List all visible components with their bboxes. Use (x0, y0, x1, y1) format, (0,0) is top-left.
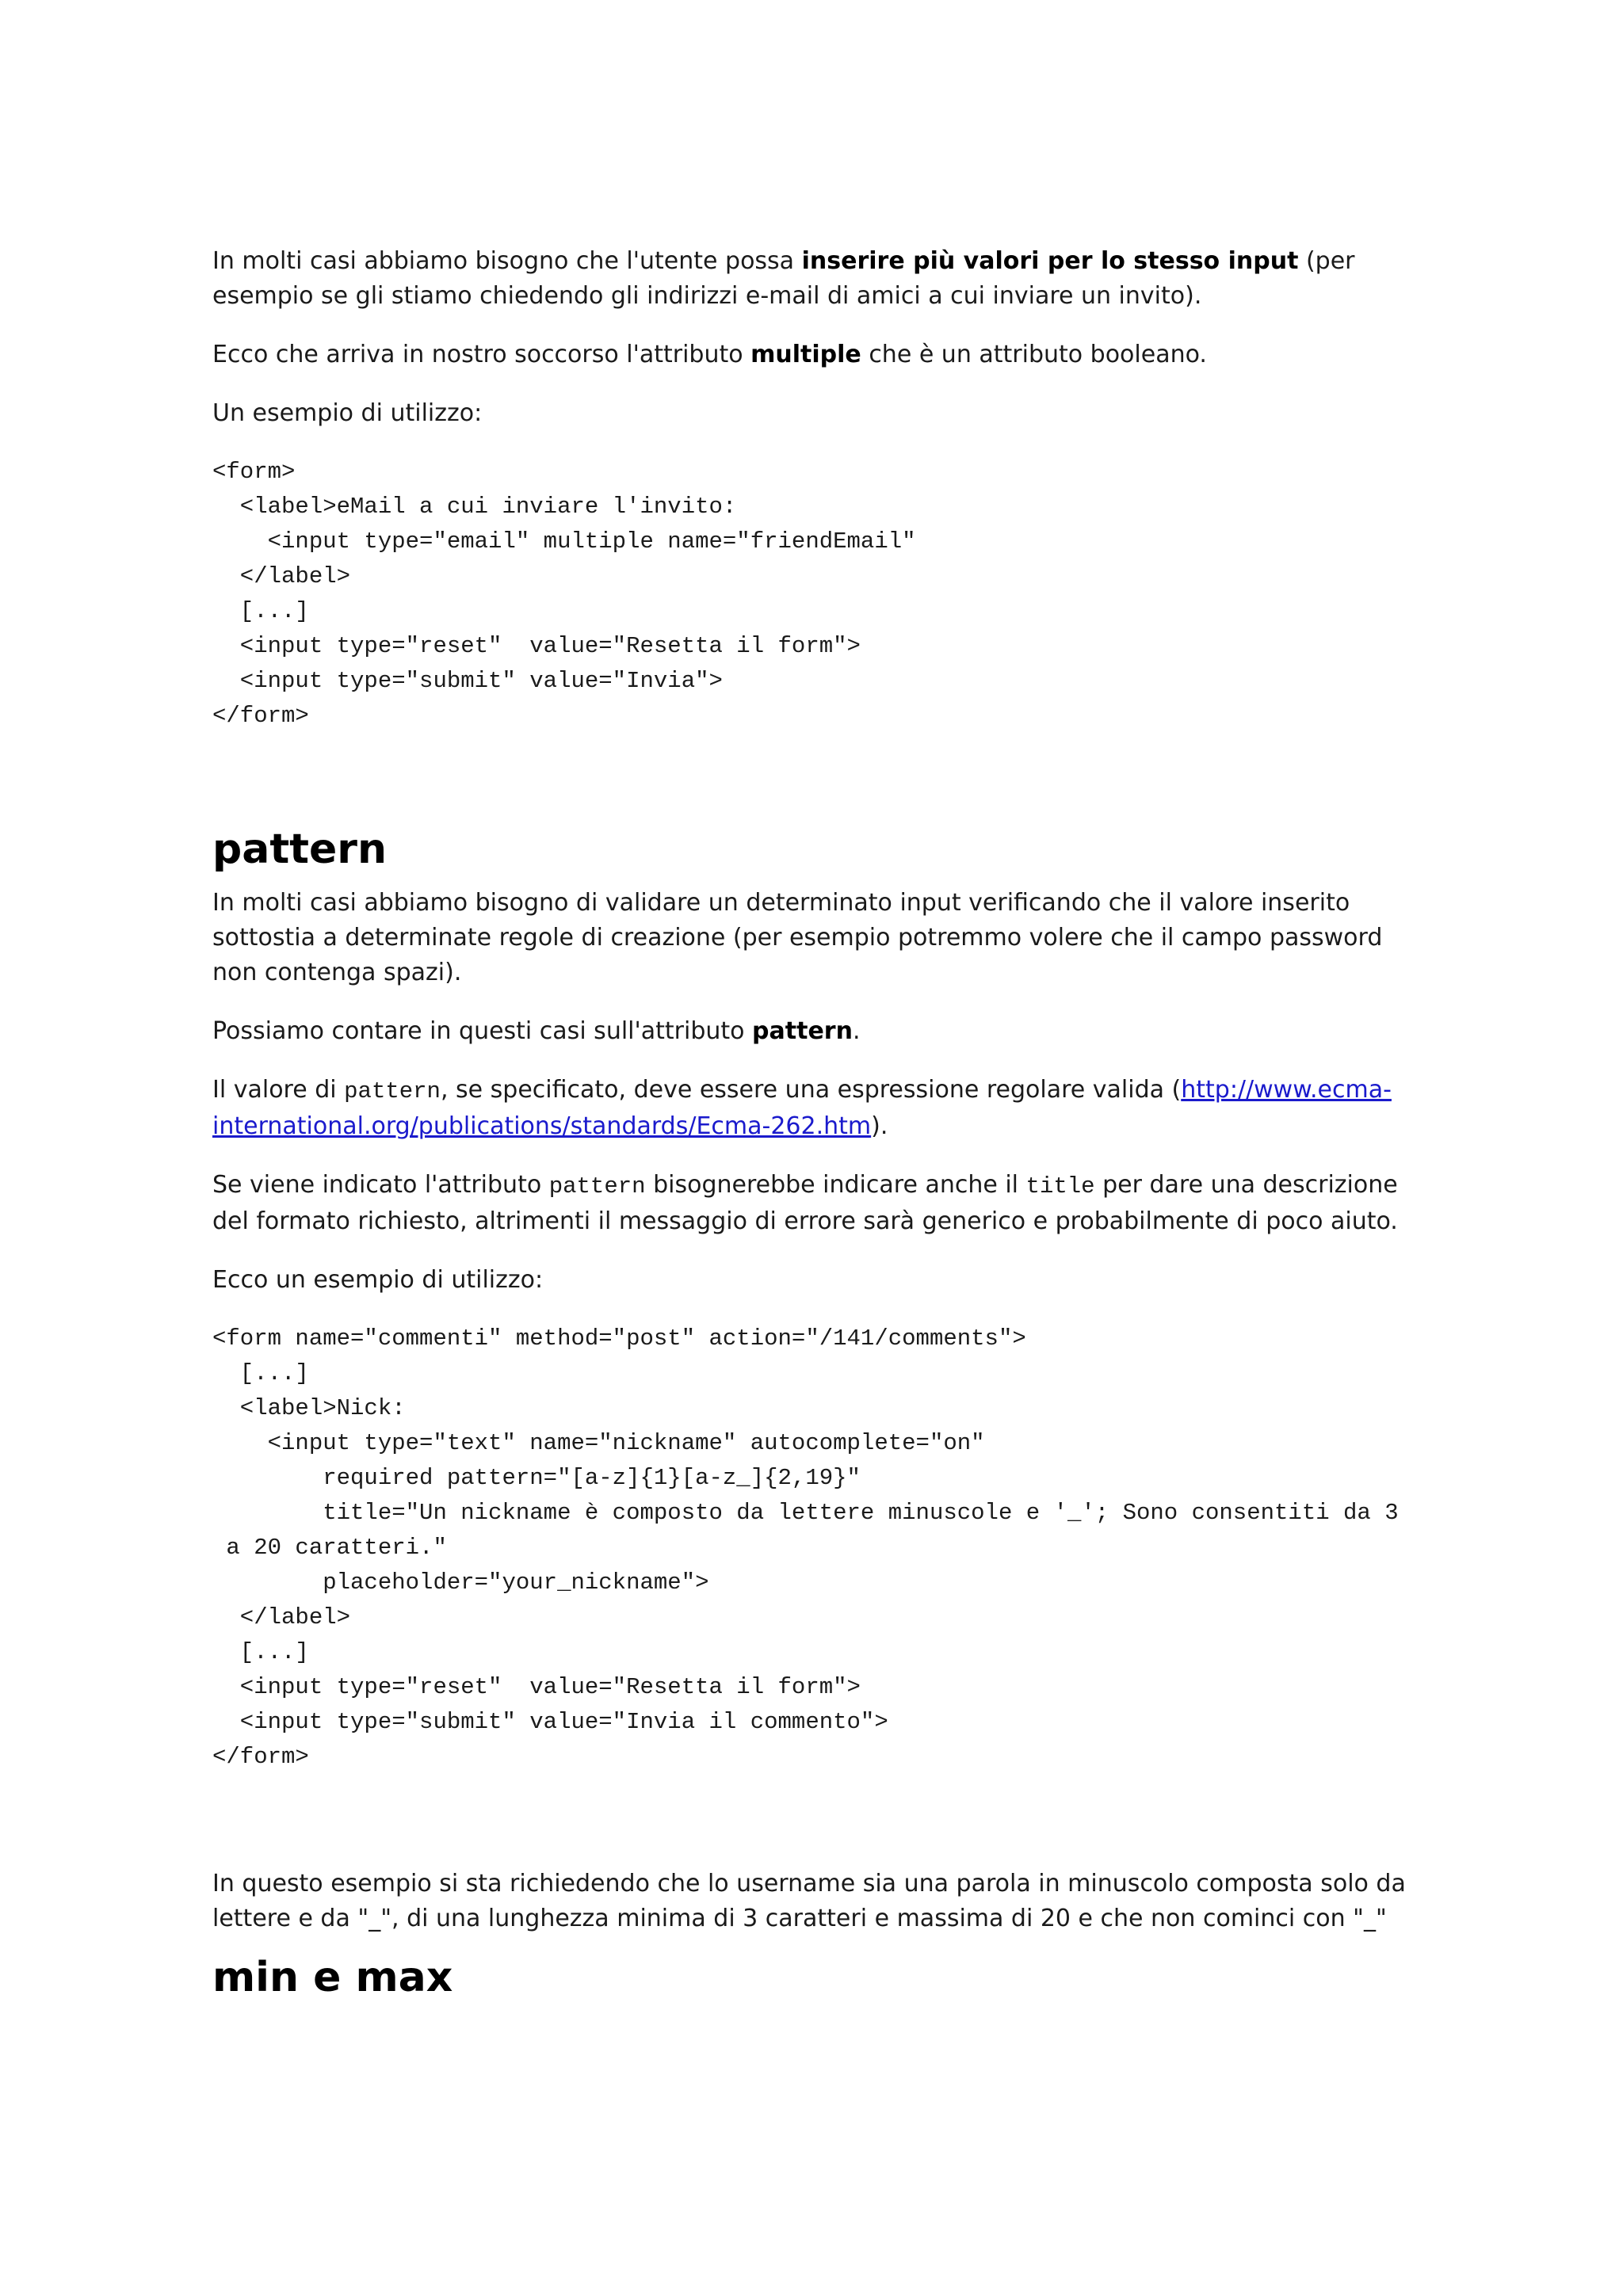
intro-paragraph-2 (212, 338, 1417, 372)
pattern-paragraph-3 (212, 1073, 1417, 1144)
heading-pattern: pattern (212, 826, 387, 873)
pattern-p4-text-a: Se viene indicato l'attributo (212, 1171, 549, 1199)
inline-code-title: title (1025, 1173, 1095, 1199)
pattern-p3-text-a: Il valore di (212, 1076, 345, 1104)
pattern-paragraph-4 (212, 1168, 1417, 1239)
intro-paragraph-1 (212, 244, 1417, 314)
inline-code-pattern: pattern (344, 1078, 441, 1104)
pattern-paragraph-2 (212, 1014, 1417, 1049)
pattern-paragraph-5: Ecco un esempio di utilizzo: (212, 1266, 544, 1294)
intro-p2-text-a: Ecco che arriva in nostro soccorso l'attributo (212, 341, 751, 368)
heading-min-max: min e max (212, 1954, 453, 2001)
pattern-p4-text-c: per dare una descrizione del formato richiesto, altrimenti il messaggio di errore sarà generico e probabilmente di poco aiuto. (212, 1171, 1398, 1235)
intro-paragraph-3: Un esempio di utilizzo: (212, 399, 483, 427)
code-block-multiple: <form> <label>eMail a cui inviare l'invito: <input type="email" multiple name="friendEmail" </label> [...] <input type="reset" value="Resetta il form"> <input type="submit" value="Invia"> </form> (212, 459, 916, 729)
code-block-pattern: <form name="commenti" method="post" action="/141/comments"> [...] <label>Nick: <input type="text" name="nickname" autocomplete="on" required pattern="[a-z]{1}[a-z_]{2,19}" title="Un nickname è composto da lettere minuscole e '_'; Sono consentiti da 3 a 20 caratteri." placeholder="your_nickname"> </label> [...] <input type="reset" value="Resetta il form"> <input type="submit" value="Invia il commento"> </form> (212, 1325, 1399, 1770)
pattern-paragraph-1: In molti casi abbiamo bisogno di validare un determinato input verificando che il valore inserito sottostia a determinate regole di creazione (per esempio potremmo volere che il campo password non contenga spazi). (212, 889, 1383, 986)
pattern-p2-text-a: Possiamo contare in questi casi sull'attributo (212, 1017, 753, 1045)
intro-p2-text-b: che è un attributo booleano. (861, 341, 1207, 368)
pattern-paragraph-6: In questo esempio si sta richiedendo che lo username sia una parola in minuscolo composta solo da lettere e da "_", di una lunghezza minima di 3 caratteri e massima di 20 e che non cominci con "_" (212, 1870, 1406, 1932)
pattern-p3-text-c: ). (871, 1112, 888, 1140)
inline-code-pattern-2: pattern (548, 1173, 646, 1199)
document-page (212, 238, 1417, 2001)
pattern-p4-text-b: bisognerebbe indicare anche il (645, 1171, 1026, 1199)
intro-p1-text-b: (per esempio se gli stiamo chiedendo gli indirizzi e-mail di amici a cui inviare un invito). (212, 247, 1355, 310)
pattern-p2-bold: pattern (752, 1017, 853, 1045)
intro-p1-text-a: In molti casi abbiamo bisogno che l'utente possa (212, 247, 802, 275)
pattern-p3-text-b: , se specificato, deve essere una espressione regolare valida ( (440, 1076, 1182, 1104)
pattern-p2-text-b: . (852, 1017, 861, 1045)
intro-p2-bold: multiple (750, 341, 861, 368)
ecma-262-link[interactable]: http://www.ecma-international.org/publications/standards/Ecma-262.htm (212, 1076, 1392, 1140)
intro-p1-bold: inserire più valori per lo stesso input (801, 247, 1299, 275)
